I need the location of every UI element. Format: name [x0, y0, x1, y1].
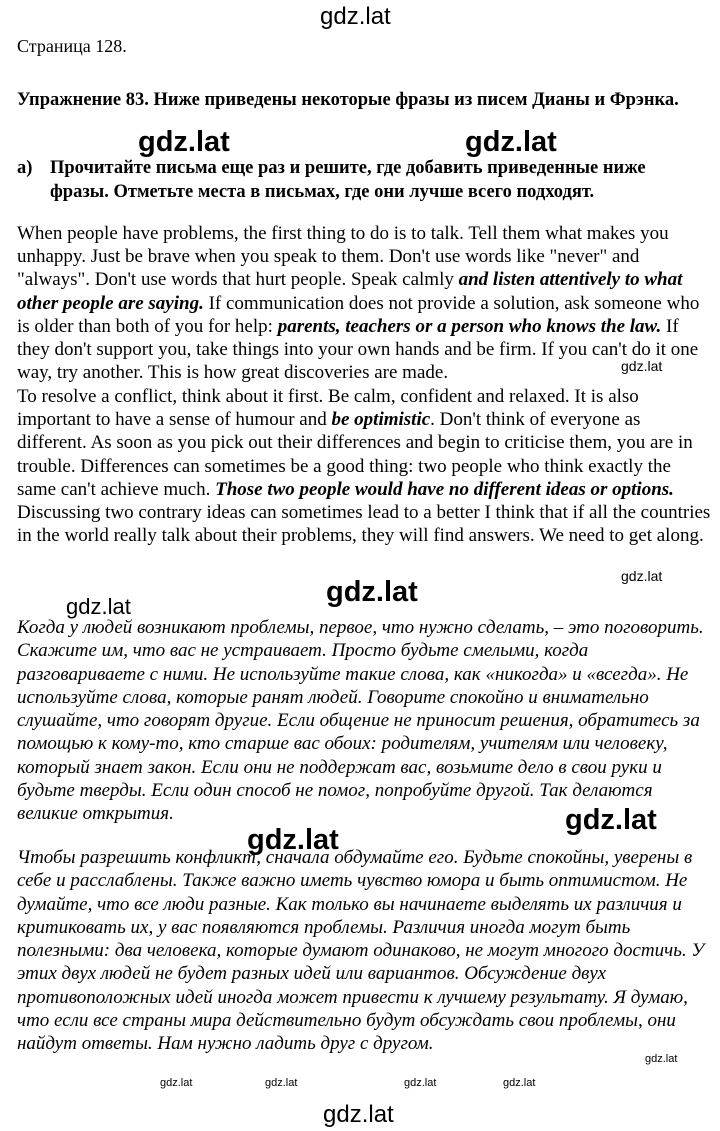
text-segment: If communication does not provide a solution, ask someone who is older than both of you for help:	[17, 292, 700, 337]
watermark: gdz.lat	[621, 568, 663, 584]
text-segment: When people have problems, the first thing to do is to talk. Tell them what makes you unhappy. Just be brave when you speak to them. Don't use words like "never" and "always". Don't use words that hurt people. Speak calmly	[17, 223, 669, 291]
watermark: gdz.lat	[465, 126, 557, 158]
watermark: gdz.lat	[645, 1053, 678, 1065]
watermark: gdz.lat	[247, 824, 339, 856]
russian-paragraph-1: Когда у людей возникают проблемы, первое, что нужно сделать, – это поговорить. Скажите им, что вас не устраивает. Просто будьте смелыми, когда разговариваете с ними. Не используйте такие слова, как «никогда» и «всегда». Не используйте слова, которые ранят людей. Говорите спокойно и внимательно слушайте, что говорят другие. Если общение не приносит решения, обратитесь за помощью к кому-то, кто старше вас обоих: родителям, учителям или человеку, который знает закон. Если они не поддержат вас, возьмите дело в свои руки и будьте тверды. Если один способ не помог, попробуйте другой. Так делаются великие открытия.	[17, 617, 704, 825]
task-text: Прочитайте письма еще раз и решите, где добавить приведенные ниже фразы. Отметьте места в письмах, где они лучше всего подходят.	[50, 158, 646, 202]
inserted-phrase: and listen attentively to what other people are saying.	[17, 269, 683, 314]
watermark: gdz.lat	[565, 804, 657, 836]
watermark: gdz.lat	[138, 126, 230, 158]
english-paragraph-2	[17, 385, 711, 547]
watermark: gdz.lat	[404, 1077, 437, 1089]
watermark: gdz.lat	[621, 358, 663, 374]
watermark: gdz.lat	[66, 594, 131, 619]
page-number: Страница 128.	[17, 36, 127, 56]
task-label: а)	[17, 158, 33, 178]
watermark: gdz.lat	[160, 1077, 193, 1089]
inserted-phrase: Those two people would have no different ideas or options.	[215, 478, 674, 500]
watermark: gdz.lat	[265, 1077, 298, 1089]
watermark-top: gdz.lat	[320, 3, 391, 30]
inserted-phrase: be optimistic	[331, 409, 431, 431]
watermark: gdz.lat	[503, 1077, 536, 1089]
exercise-title: Упражнение 83. Ниже приведены некоторые фразы из писем Дианы и Фрэнка.	[17, 90, 679, 110]
text-segment: If they don't support you, take things into your own hands and be firm. If you can't do it one way, try another. This is how great discoveries are made.	[17, 315, 699, 384]
watermark-bottom: gdz.lat	[323, 1101, 394, 1128]
watermark: gdz.lat	[326, 576, 418, 608]
english-paragraph-1	[17, 222, 711, 384]
inserted-phrase: parents, teachers or a person who knows the law.	[277, 315, 662, 337]
text-segment: . Don't think of everyone as different. As soon as you pick out their differences and begin to criticise them, you are in trouble. Differences can sometimes be a good thing: two people who think exactly the same can't achieve much.	[17, 409, 693, 500]
russian-paragraph-2: Чтобы разрешить конфликт, сначала обдумайте его. Будьте спокойны, уверены в себе и расслаблены. Также важно иметь чувство юмора и быть оптимистом. Не думайте, что все люди разные. Как только вы начинаете выделять их различия и критиковать их, у вас появляются проблемы. Различия иногда могут быть полезными: два человека, которые думают одинаково, не могут многого достичь. У этих двух людей не будет разных идей или вариантов. Обсуждение двух противоположных идей иногда может привести к лучшему результату. Я думаю, что если все страны мира действительно будут обсуждать свои проблемы, они найдут ответы. Нам нужно ладить друг с другом.	[17, 847, 705, 1055]
text-segment: Discussing two contrary ideas can sometimes lead to a better I think that if all the countries in the world really talk about their problems, they will find answers. We need to get along.	[17, 502, 711, 547]
text-segment: To resolve a conflict, think about it first. Be calm, confident and relaxed. It is also important to have a sense of humour and	[17, 386, 639, 431]
